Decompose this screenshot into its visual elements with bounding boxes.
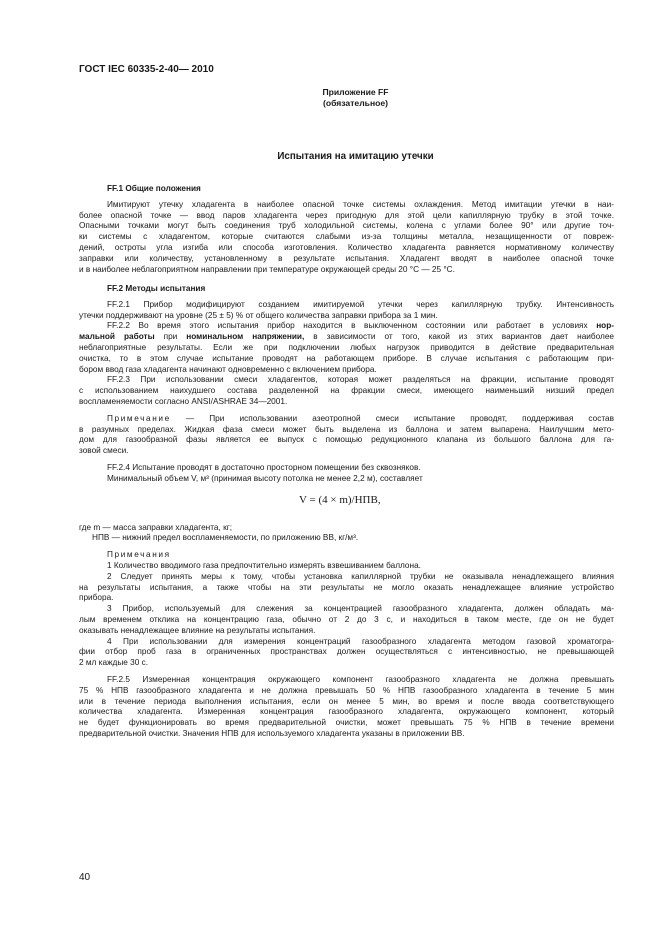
bold-run: мальной работы (79, 332, 155, 342)
page-number: 40 (79, 872, 91, 883)
text-run: FF.2.2 Во время этого испытания прибор находится в выключенном состоянии или работает в условиях (107, 321, 597, 331)
note-line: 3 Прибор, используемый для слежения за концентрацией газообразного хладагента, должен обладать ма- (107, 604, 614, 614)
note-line: зовой смеси. (79, 446, 129, 456)
paragraph-line: воспламеняемости согласно ANSI/ASHRAE 34—2001. (79, 396, 288, 406)
text-run: — При использовании азеотропной смеси испытание проводят, поддерживая состав (170, 413, 614, 423)
paragraph-line (79, 332, 614, 343)
paragraph-line: 75 % НПВ газообразного хладагента и не должна превышать 50 % НПВ газообразного хладагента в течение 5 мин (79, 685, 614, 695)
formula: V = (4 × m)/НПВ, (299, 493, 381, 506)
note-line (79, 414, 614, 425)
paragraph-line: более опасной точке — ввод паров хладагента через пригодную для этой цели капиллярную трубку в этой точке. (79, 210, 614, 220)
text-run: при (154, 332, 187, 342)
paragraph-line: FF.2.3 При использовании смеси хладагентов, которая может разделяться на фракции, испытание проводят (107, 375, 614, 385)
ff1-heading: FF.1 Общие положения (107, 184, 201, 193)
note-line: фии отбор проб газа в ограниченных пространствах должен осуществляться с интенсивностью, не превышающей (79, 647, 614, 657)
where-line: НПВ — нижний предел воспламеняемости, по приложению ВВ, кг/м³. (92, 533, 359, 543)
paragraph-line: заправки или количеству, установленному в результате испытания. Хладагент вводят в наиболее опасной точке (79, 253, 614, 263)
section-title: Испытания на имитацию утечки (277, 151, 434, 162)
note-line: 4 При использовании для измерения концентраций газообразного хладагента методом газовой хроматогра- (107, 636, 614, 646)
paragraph-line: FF.2.5 Измеренная концентрация окружающего компонент газообразного хладагента не должна превышать (107, 674, 614, 684)
paragraph-line: дений, остроты угла изгиба или способа изготовления. Количество хладагента равняется нормативному количеству (79, 242, 614, 252)
annex-title: Приложение FF (322, 87, 389, 97)
formula-block (79, 485, 614, 519)
paragraph-line: ки системы с хладагентом, которые считаются слабыми из-за толщины металла, незащищенности от повреж- (79, 232, 614, 242)
paragraph-line: FF.2.4 Испытание проводят в достаточно просторном помещении без сквозняков. (107, 462, 421, 472)
paragraph-line: утечки поддерживают на уровне (25 ± 5) % от общего количества заправки прибора за 1 мин. (79, 310, 438, 320)
paragraph-line: FF.2.1 Прибор модифицируют созданием имитируемой утечки через капиллярную трубку. Интенсивность (107, 299, 614, 309)
bold-run: номинальном напряжении, (186, 332, 305, 342)
ff1-section (79, 184, 614, 275)
note-line: прибора. (79, 593, 114, 603)
note-line: в разумных пределах. Жидкая фаза смеси может быть выделена из баллона и затем выпарена. Наилучшим мето- (79, 424, 614, 434)
where-line: где m — масса заправки хладагента, кг; (79, 522, 233, 532)
bold-run: нор- (596, 321, 614, 331)
text-run: в зависимости от того, какой из этих вариантов дает наиболее (304, 332, 614, 342)
note-line: на результаты испытания, а также чтобы на эти результаты не могло оказать ненадлежащее влияние устройство (79, 582, 614, 592)
paragraph-line: или в течение периода выполнения испытания, если он менее 5 мин, во время и после ввода соответствующего (79, 696, 614, 706)
paragraph-line: Опасными точками могут быть соединения труб холодильной системы, колена с углами более 90° или другие точ- (79, 221, 614, 231)
note-line: 1 Количество вводимого газа предпочтительно измерять взвешиванием баллона. (107, 560, 421, 570)
annex-status: (обязательное) (322, 98, 389, 108)
paragraph-line: Минимальный объем V, м³ (принимая высоту потолка не менее 2,2 м), составляет (107, 473, 423, 483)
note-line: 2 Следует принять меры к тому, чтобы установка капиллярной трубки не оказывала ненадлежащего влияния (107, 571, 614, 581)
notes-heading: Примечания (107, 550, 171, 560)
note-line: дом для газообразной фазы является ее выпуск с помощью редукционного клапана из большого баллона для га- (79, 435, 614, 445)
paragraph-line: предварительной очистки. Значения НПВ для используемого хладагента указаны в приложении ВВ. (79, 728, 465, 738)
paragraph-line: с использованием наихудшего состава разделенной на фракции смеси, имеющего наименьший низший предел (79, 386, 614, 396)
ff2-heading: FF.2 Методы испытания (107, 284, 206, 293)
note-line: 2 мл каждые 30 с. (79, 658, 149, 668)
paragraph-line: Имитируют утечку хладагента в наиболее опасной точке системы охлаждения. Метод имитации утечки в наи- (107, 199, 614, 209)
note-line: лым временем отклика на концентрацию газа, обычно от 2 до 3 с, и находиться в таком месте, где он не будет (79, 614, 614, 624)
document-header: ГОСТ IEC 60335-2-40— 2010 (79, 64, 214, 75)
ff2-section (79, 284, 614, 740)
paragraph-line: и в наиболее неблагоприятном направлении при температуре окружающей среды 20 °С — 25 °С. (79, 264, 455, 274)
paragraph-line (79, 321, 614, 332)
paragraph-line: количества хладагента. Измеренная концентрация газообразного хладагента, окружающего компонент, который (79, 707, 614, 717)
paragraph-line: очистка, то в этом случае испытание проводят на работающем приборе. В случае испытания с работающим при- (79, 353, 614, 363)
paragraph-line: не будет функционировать во время предварительной очистки, может превышать 75 % НПВ в течение времени (79, 718, 614, 728)
paragraph-line: бором ввод газа хладагента начинают одновременно с включением прибора. (79, 364, 377, 374)
note-label: Примечание (107, 413, 171, 423)
note-line: оказывать ненадлежащее влияние на результаты испытания. (79, 625, 316, 635)
paragraph-line: неблагоприятные результаты. Если же при подключении любых нагрузок приводится в действие предварительная (79, 342, 614, 352)
